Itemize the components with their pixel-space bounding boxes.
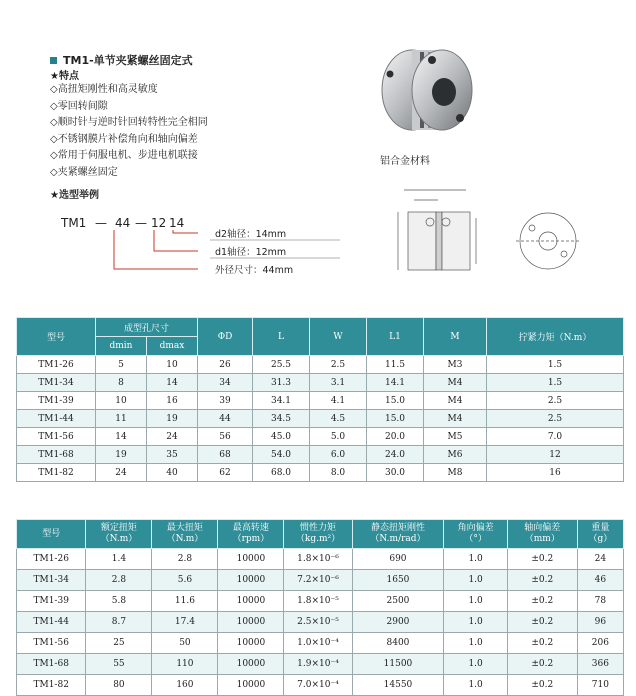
table-cell: M5 xyxy=(424,428,487,446)
column-header-name: 轴向偏差 xyxy=(524,523,561,533)
table-row xyxy=(17,392,624,410)
table-cell: 7.0×10⁻⁴ xyxy=(284,675,352,696)
table-row xyxy=(17,591,624,612)
col-dmin: dmin xyxy=(96,337,147,356)
col-dmax: dmax xyxy=(147,337,198,356)
table-cell: 2.8 xyxy=(86,570,152,591)
table-cell: 39 xyxy=(198,392,253,410)
section-title xyxy=(50,52,193,68)
table-cell: TM1-56 xyxy=(17,633,86,654)
table-cell: 6.0 xyxy=(310,446,367,464)
table-cell: 1.0 xyxy=(444,612,508,633)
features-heading: ★特点 xyxy=(50,71,79,82)
table-cell: 14.1 xyxy=(367,374,424,392)
table-cell: 10000 xyxy=(218,591,284,612)
table-cell: M4 xyxy=(424,374,487,392)
table-cell: M3 xyxy=(424,356,487,374)
table-cell: 10000 xyxy=(218,633,284,654)
d1-spec: d1轴径：12mm xyxy=(215,247,287,258)
column-header xyxy=(284,520,352,549)
table-cell: 1.0 xyxy=(444,570,508,591)
table-cell: TM1-34 xyxy=(17,374,96,392)
table-row xyxy=(17,464,624,482)
table-cell: ±0.2 xyxy=(507,675,577,696)
table-header-row xyxy=(17,318,624,337)
table-cell: 25 xyxy=(86,633,152,654)
table-cell: 10000 xyxy=(218,675,284,696)
col-L1: L1 xyxy=(367,318,424,356)
table-cell: 24 xyxy=(577,549,623,570)
table-cell: 12 xyxy=(487,446,624,464)
table-cell: TM1-56 xyxy=(17,428,96,446)
table-cell: 68 xyxy=(198,446,253,464)
table-cell: 1.8×10⁻⁶ xyxy=(284,549,352,570)
table-row xyxy=(17,446,624,464)
column-header-unit: （g） xyxy=(588,534,613,544)
table-cell: TM1-68 xyxy=(17,654,86,675)
table-row xyxy=(17,654,624,675)
table-cell: M6 xyxy=(424,446,487,464)
feature-item: ◇顺时针与逆时针回转特性完全相同 xyxy=(50,117,208,128)
table-cell: 1.9×10⁻⁴ xyxy=(284,654,352,675)
model-part-od: 44 xyxy=(115,216,131,230)
table-cell: 46 xyxy=(577,570,623,591)
table-cell: TM1-82 xyxy=(17,464,96,482)
feature-item: ◇高扭矩刚性和高灵敏度 xyxy=(50,84,158,95)
column-header-unit: （kg.m²） xyxy=(295,534,341,544)
table-cell: 68.0 xyxy=(253,464,310,482)
table-cell: M8 xyxy=(424,464,487,482)
table-cell: 15.0 xyxy=(367,392,424,410)
column-header-name: 型号 xyxy=(42,528,61,539)
table-cell: TM1-26 xyxy=(17,356,96,374)
table-row xyxy=(17,410,624,428)
table-row xyxy=(17,612,624,633)
table-cell: 31.3 xyxy=(253,374,310,392)
dimension-table xyxy=(16,317,624,482)
table-row xyxy=(17,633,624,654)
table-cell: TM1-44 xyxy=(17,410,96,428)
table-cell: 1.8×10⁻⁵ xyxy=(284,591,352,612)
table-cell: TM1-39 xyxy=(17,591,86,612)
model-dash: — xyxy=(95,216,107,230)
table-cell: 2.5 xyxy=(487,410,624,428)
table-row xyxy=(17,356,624,374)
table-cell: 62 xyxy=(198,464,253,482)
table-cell: 1.0×10⁻⁴ xyxy=(284,633,352,654)
table-cell: 1.5 xyxy=(487,356,624,374)
table-cell: 1.0 xyxy=(444,549,508,570)
model-part-d2: 14 xyxy=(169,216,185,230)
table-cell: 7.2×10⁻⁶ xyxy=(284,570,352,591)
table-cell: 1.0 xyxy=(444,591,508,612)
table-cell: TM1-44 xyxy=(17,612,86,633)
table-cell: 4.5 xyxy=(310,410,367,428)
table-cell: 690 xyxy=(352,549,444,570)
table-cell: TM1-39 xyxy=(17,392,96,410)
table-cell: 34.1 xyxy=(253,392,310,410)
column-header xyxy=(218,520,284,549)
column-header xyxy=(17,520,86,549)
table-cell: 206 xyxy=(577,633,623,654)
table-cell: 2.5×10⁻⁵ xyxy=(284,612,352,633)
column-header-unit: （°） xyxy=(464,534,487,544)
table-cell: 5.6 xyxy=(152,570,218,591)
column-header-unit: （rpm） xyxy=(232,534,270,544)
table-cell: 110 xyxy=(152,654,218,675)
column-header-name: 重量 xyxy=(591,523,610,533)
coupling-photo xyxy=(370,40,480,150)
table-cell: 14 xyxy=(96,428,147,446)
table-cell: 24 xyxy=(96,464,147,482)
table-cell: 10 xyxy=(147,356,198,374)
col-model: 型号 xyxy=(17,318,96,356)
model-dash: — xyxy=(135,216,147,230)
photo-caption: 铝合金材料 xyxy=(380,156,430,167)
table-cell: 2.8 xyxy=(152,549,218,570)
table-cell: 14550 xyxy=(352,675,444,696)
table-cell: 8 xyxy=(96,374,147,392)
performance-table xyxy=(16,519,624,696)
column-header xyxy=(86,520,152,549)
table-cell: 10000 xyxy=(218,654,284,675)
table-cell: 1.5 xyxy=(487,374,624,392)
table-cell: 4.1 xyxy=(310,392,367,410)
table-cell: ±0.2 xyxy=(507,654,577,675)
table-cell: TM1-34 xyxy=(17,570,86,591)
feature-item: ◇零回转间隙 xyxy=(50,100,108,112)
d2-spec: d2轴径：14mm xyxy=(215,229,287,240)
table-cell: 44 xyxy=(198,410,253,428)
table-cell: 2900 xyxy=(352,612,444,633)
table-cell: 3.1 xyxy=(310,374,367,392)
table-cell: 11.6 xyxy=(152,591,218,612)
table-cell: 17.4 xyxy=(152,612,218,633)
feature-item: ◇不锈钢膜片补偿角向和轴向偏差 xyxy=(50,133,198,145)
col-phiD: ΦD xyxy=(198,318,253,356)
table-cell: 1.0 xyxy=(444,654,508,675)
col-bore-group: 成型孔尺寸 xyxy=(96,318,198,337)
table-cell: 50 xyxy=(152,633,218,654)
table-cell: 1650 xyxy=(352,570,444,591)
table-cell: 11500 xyxy=(352,654,444,675)
table-header-row xyxy=(17,520,624,549)
column-header-name: 最高转速 xyxy=(232,523,269,533)
table-cell: 56 xyxy=(198,428,253,446)
feature-item: ◇常用于伺服电机、步进电机联接 xyxy=(50,150,198,161)
table-cell: 2.5 xyxy=(310,356,367,374)
column-header-unit: （N.m） xyxy=(100,534,138,544)
table-cell: 5 xyxy=(96,356,147,374)
table-cell: 11.5 xyxy=(367,356,424,374)
table-cell: 7.0 xyxy=(487,428,624,446)
table-cell: M4 xyxy=(424,392,487,410)
table-row xyxy=(17,570,624,591)
table-cell: TM1-26 xyxy=(17,549,86,570)
model-prefix: TM1 xyxy=(61,216,87,230)
table-row xyxy=(17,374,624,392)
title-text: TM1-单节夹紧螺丝固定式 xyxy=(63,54,193,67)
table-cell: 710 xyxy=(577,675,623,696)
table-cell: 1.0 xyxy=(444,675,508,696)
features-list xyxy=(50,82,208,181)
table-cell: 2500 xyxy=(352,591,444,612)
table-cell: 160 xyxy=(152,675,218,696)
column-header xyxy=(444,520,508,549)
col-torque: 拧紧力矩（N.m） xyxy=(487,318,624,356)
table-cell: 11 xyxy=(96,410,147,428)
column-header xyxy=(577,520,623,549)
table-row xyxy=(17,428,624,446)
table-cell: 16 xyxy=(147,392,198,410)
column-header-name: 额定扭矩 xyxy=(100,523,137,533)
column-header-name: 最大扭矩 xyxy=(166,523,203,533)
column-header-unit: （N.m/rad） xyxy=(370,534,426,544)
table-cell: 25.5 xyxy=(253,356,310,374)
table-cell: 15.0 xyxy=(367,410,424,428)
column-header xyxy=(507,520,577,549)
table-cell: 96 xyxy=(577,612,623,633)
column-header xyxy=(152,520,218,549)
table-cell: 34.5 xyxy=(253,410,310,428)
table-cell: 10000 xyxy=(218,549,284,570)
table-cell: 1.0 xyxy=(444,633,508,654)
table-cell: 10000 xyxy=(218,612,284,633)
callout-lines xyxy=(114,230,198,269)
table-cell: 16 xyxy=(487,464,624,482)
table-cell: 8.7 xyxy=(86,612,152,633)
table-cell: 80 xyxy=(86,675,152,696)
table-cell: 45.0 xyxy=(253,428,310,446)
table-cell: 5.0 xyxy=(310,428,367,446)
table-cell: 5.8 xyxy=(86,591,152,612)
feature-item: ◇夹紧螺丝固定 xyxy=(50,166,118,178)
table-cell: 78 xyxy=(577,591,623,612)
table-cell: 35 xyxy=(147,446,198,464)
table-cell: ±0.2 xyxy=(507,549,577,570)
table-cell: ±0.2 xyxy=(507,570,577,591)
table-row xyxy=(17,675,624,696)
col-M: M xyxy=(424,318,487,356)
table-cell: 10 xyxy=(96,392,147,410)
column-header-name: 惯性力矩 xyxy=(299,523,336,533)
model-example-diagram xyxy=(55,205,355,280)
table-cell: 19 xyxy=(96,446,147,464)
table-cell: TM1-68 xyxy=(17,446,96,464)
table-cell: 366 xyxy=(577,654,623,675)
table-cell: TM1-82 xyxy=(17,675,86,696)
table-cell: 2.5 xyxy=(487,392,624,410)
table-cell: 14 xyxy=(147,374,198,392)
table-cell: ±0.2 xyxy=(507,591,577,612)
table-cell: 8400 xyxy=(352,633,444,654)
table-cell: 10000 xyxy=(218,570,284,591)
table-cell: 20.0 xyxy=(367,428,424,446)
table-cell: 55 xyxy=(86,654,152,675)
col-L: L xyxy=(253,318,310,356)
dimension-drawing xyxy=(376,182,586,282)
table-cell: 1.4 xyxy=(86,549,152,570)
table-cell: 24.0 xyxy=(367,446,424,464)
table-row xyxy=(17,549,624,570)
od-spec: 外径尺寸：44mm xyxy=(215,265,294,276)
table-cell: 34 xyxy=(198,374,253,392)
table-cell: M4 xyxy=(424,410,487,428)
column-header-unit: （mm） xyxy=(524,534,560,544)
selection-heading: ★选型举例 xyxy=(50,190,99,201)
table-cell: 54.0 xyxy=(253,446,310,464)
table-cell: 24 xyxy=(147,428,198,446)
column-header xyxy=(352,520,444,549)
column-header-name: 静态扭矩刚性 xyxy=(370,523,425,533)
title-marker-icon xyxy=(50,57,57,64)
table-cell: 40 xyxy=(147,464,198,482)
column-header-name: 角向偏差 xyxy=(457,523,494,533)
col-W: W xyxy=(310,318,367,356)
column-header-unit: （N.m） xyxy=(166,534,204,544)
table-cell: 26 xyxy=(198,356,253,374)
table-cell: 19 xyxy=(147,410,198,428)
table-cell: 30.0 xyxy=(367,464,424,482)
model-part-d1: 12 xyxy=(151,216,167,230)
table-cell: 8.0 xyxy=(310,464,367,482)
table-cell: ±0.2 xyxy=(507,612,577,633)
table-cell: ±0.2 xyxy=(507,633,577,654)
